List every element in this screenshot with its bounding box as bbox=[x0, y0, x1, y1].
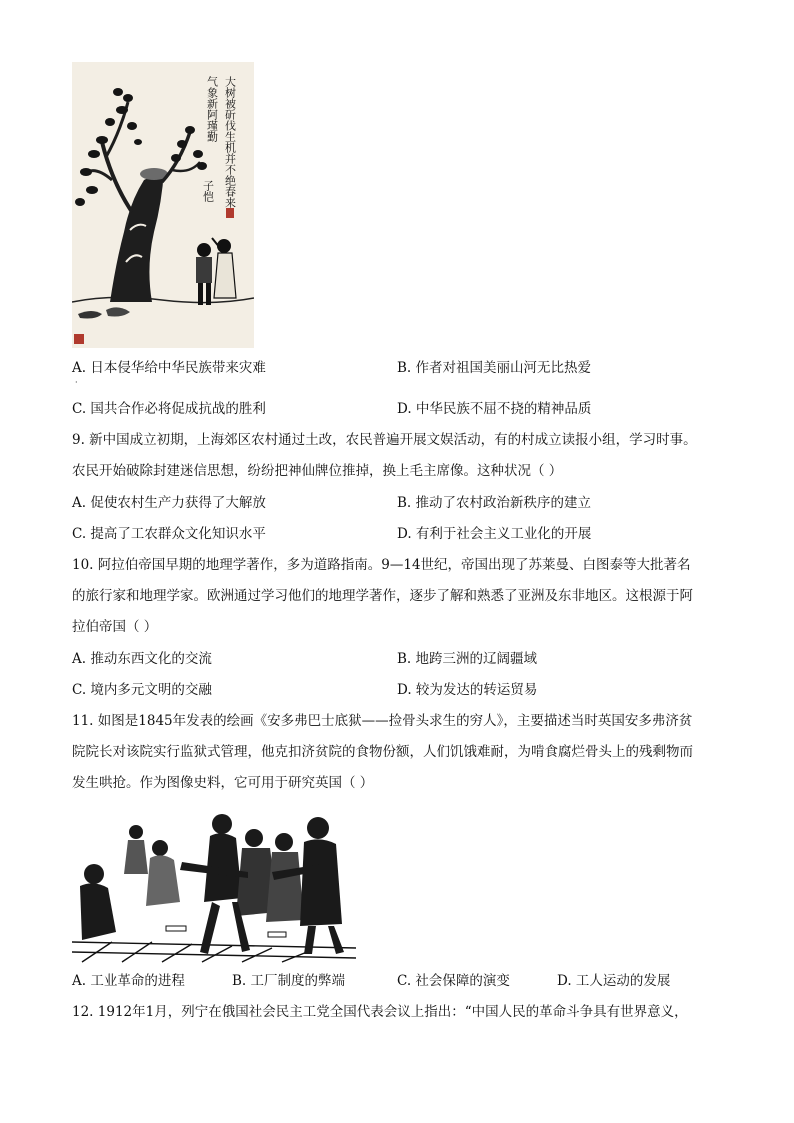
q9-stem-line2: 农民开始破除封建迷信思想，纷纷把神仙牌位推掉，换上毛主席像。这种状况（ ） bbox=[72, 463, 563, 479]
q9-option-b: B. 推动了农村政治新秩序的建立 bbox=[397, 495, 592, 511]
q11-stem-line2: 院院长对该院实行监狱式管理，他克扣济贫院的食物份额，人们饥饿难耐，为啃食腐烂骨头上的残剩物而 bbox=[72, 744, 693, 760]
tree-painting-illustration bbox=[72, 62, 254, 348]
q12-stem-line1: 12. 1912年1月，列宁在俄国社会民主工党全国代表会议上指出：“中国人民的革命斗争具有世界意义， bbox=[72, 1004, 688, 1020]
andover-engraving-illustration bbox=[72, 802, 356, 964]
q8-option-a: A. 日本侵华给中华民族带来灾难 bbox=[72, 360, 266, 376]
q10-stem-line3: 拉伯帝国（ ） bbox=[72, 619, 158, 635]
q8-option-b: B. 作者对祖国美丽山河无比热爱 bbox=[397, 360, 592, 376]
q10-option-c: C. 境内多元文明的交融 bbox=[72, 682, 212, 698]
figure-tree-painting bbox=[72, 62, 254, 348]
q8-option-d: D. 中华民族不屈不挠的精神品质 bbox=[397, 401, 592, 417]
q11-option-a: A. 工业革命的进程 bbox=[72, 973, 185, 989]
q9-option-a: A. 促使农村生产力获得了大解放 bbox=[72, 495, 266, 511]
inscription-side: 气象新阿瑾勤 bbox=[205, 76, 219, 142]
q11-stem-line1: 11. 如图是1845年发表的绘画《安多弗巴士底狱——捡骨头求生的穷人》，主要描述当时英国安多弗济贫 bbox=[72, 713, 693, 729]
q11-stem-line3: 发生哄抢。作为图像史料，它可用于研究英国（ ） bbox=[72, 775, 374, 791]
q9-option-c: C. 提高了工农群众文化知识水平 bbox=[72, 526, 266, 542]
q10-option-a: A. 推动东西文化的交流 bbox=[72, 651, 212, 667]
q10-stem-line1: 10. 阿拉伯帝国早期的地理学著作，多为道路指南。9—14世纪，帝国出现了苏莱曼、白图泰等大批著名 bbox=[72, 557, 691, 573]
inscription-main: 大树被斫伐生机并不绝春来 bbox=[223, 76, 237, 208]
q11-option-d: D. 工人运动的发展 bbox=[557, 973, 671, 989]
dot-mark: · bbox=[75, 378, 78, 387]
q10-stem-line2: 的旅行家和地理学家。欧洲通过学习他们的地理学著作，逐步了解和熟悉了亚洲及东非地区。这根源于阿 bbox=[72, 588, 693, 604]
q9-stem-line1: 9. 新中国成立初期，上海郊区农村通过土改，农民普遍开展文娱活动，有的村成立读报小组，学习时事。 bbox=[72, 432, 697, 448]
q9-option-d: D. 有利于社会主义工业化的开展 bbox=[397, 526, 592, 542]
q10-option-d: D. 较为发达的转运贸易 bbox=[397, 682, 538, 698]
q10-option-b: B. 地跨三洲的辽阔疆域 bbox=[397, 651, 538, 667]
q8-option-c: C. 国共合作必将促成抗战的胜利 bbox=[72, 401, 266, 417]
q11-option-c: C. 社会保障的演变 bbox=[397, 973, 510, 989]
q11-option-b: B. 工厂制度的弊端 bbox=[232, 973, 346, 989]
figure-andover-engraving bbox=[72, 802, 356, 964]
inscription-signature: 子恺 bbox=[201, 180, 215, 202]
